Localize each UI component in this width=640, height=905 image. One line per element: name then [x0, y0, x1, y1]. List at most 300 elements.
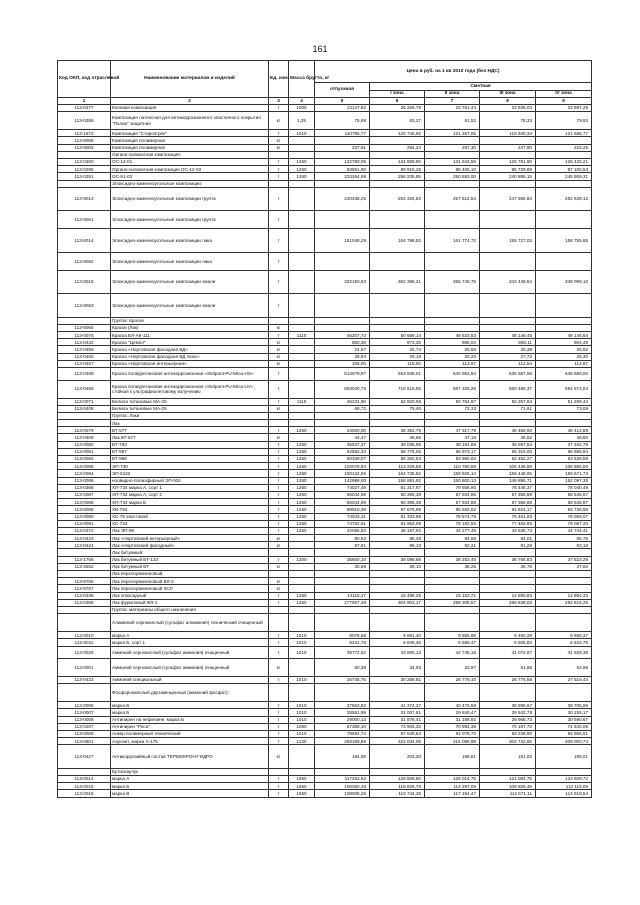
- row-release-price: 142998,00: [315, 477, 370, 484]
- row-release-price: 293159,86: [315, 738, 370, 745]
- row-zone-1-price: [370, 294, 425, 318]
- table-row: [58, 368, 592, 381]
- row-zone-4-price: 546 669,00: [536, 368, 592, 381]
- row-mass: [289, 614, 315, 632]
- row-mass: [289, 768, 315, 775]
- row-unit: кг: [269, 137, 289, 144]
- row-unit: т: [269, 776, 289, 783]
- table-row: [58, 513, 592, 520]
- row-zone-2-price: 114 297,05: [425, 783, 480, 790]
- row-zone-3-price: [480, 252, 536, 270]
- row-zone-2-price: 88 406,10: [425, 166, 480, 173]
- row-zone-2-price: 47 317,79: [425, 427, 480, 434]
- table-row: [58, 520, 592, 527]
- table-row: [58, 535, 592, 542]
- row-zone-2-price: 287,30: [425, 144, 480, 151]
- row-release-price: 62582,33: [315, 448, 370, 455]
- row-code: 113-3552: [58, 563, 111, 570]
- row-mass: [289, 211, 315, 229]
- row-zone-4-price: [536, 684, 592, 702]
- row-code: 113-0335: [58, 592, 111, 599]
- table-row: [58, 745, 592, 769]
- row-name: Краски (Лак): [111, 324, 269, 331]
- row-zone-1-price: 46 157,92: [370, 527, 425, 534]
- row-zone-4-price: 292 615,26: [536, 599, 592, 606]
- row-release-price: 237,91: [315, 144, 370, 151]
- row-unit: т: [269, 632, 289, 639]
- row-zone-1-price: 31 878,41: [370, 716, 425, 723]
- row-unit: [269, 571, 289, 578]
- row-zone-2-price: 885,04: [425, 339, 480, 346]
- row-mass: [289, 542, 315, 549]
- row-unit: т: [269, 398, 289, 405]
- row-zone-2-price: 40 475,58: [425, 702, 480, 709]
- row-unit: т: [269, 702, 289, 709]
- row-zone-4-price: 37,52: [536, 563, 592, 570]
- row-zone-4-price: 93 738,96: [536, 506, 592, 513]
- row-unit: [269, 317, 289, 324]
- table-row: [58, 506, 592, 513]
- row-zone-3-price: 76 446,37: [480, 484, 536, 491]
- table-row: [58, 463, 592, 470]
- row-zone-3-price: 286 638,03: [480, 599, 536, 606]
- row-unit: т: [269, 448, 289, 455]
- row-mass: [289, 180, 315, 187]
- row-unit: т: [269, 520, 289, 527]
- row-release-price: 56044,99: [315, 491, 370, 498]
- row-zone-3-price: 51,85: [480, 659, 536, 677]
- row-code: [58, 151, 111, 158]
- row-release-price: 110785,77: [315, 130, 370, 137]
- row-mass: 1260: [289, 173, 315, 180]
- row-unit: [269, 614, 289, 632]
- row-zone-2-price: 38,25: [425, 563, 480, 570]
- row-zone-3-price: 41 072,87: [480, 646, 536, 659]
- row-zone-4-price: 51 299,44: [536, 398, 592, 405]
- row-zone-2-price: 150 600,13: [425, 477, 480, 484]
- row-zone-2-price: 78 574,79: [425, 513, 480, 520]
- row-name: БТ-988: [111, 456, 269, 463]
- row-name: Лак «Нортовский интерьерный»: [111, 535, 269, 542]
- table-row: [58, 270, 592, 294]
- row-code: 113-8014: [58, 229, 111, 253]
- row-zone-4-price: 14 864,33: [536, 592, 592, 599]
- row-code: 113-0007: [58, 709, 111, 716]
- row-release-price: 103076,84: [315, 463, 370, 470]
- row-name: Аммоний сернокислый (сульфат аммония) очищенный: [111, 646, 269, 659]
- row-mass: 1110: [289, 398, 315, 405]
- table-row: [58, 723, 592, 730]
- row-zone-3-price: [480, 549, 536, 556]
- row-unit: т: [269, 484, 289, 491]
- row-name: Бутилкаучук: [111, 768, 269, 775]
- row-release-price: [315, 317, 370, 324]
- row-zone-2-price: [425, 571, 480, 578]
- row-unit: кг: [269, 360, 289, 367]
- row-zone-3-price: 342 449,64: [480, 270, 536, 294]
- row-mass: 1010: [289, 702, 315, 709]
- row-mass: [289, 412, 315, 419]
- row-mass: 1260: [289, 599, 315, 606]
- row-zone-1-price: 31 007,81: [370, 709, 425, 716]
- row-unit: т: [269, 332, 289, 339]
- row-zone-2-price: 23 761,44: [425, 105, 480, 112]
- index-cell: 4: [289, 98, 315, 105]
- row-zone-4-price: 37 462,78: [536, 441, 592, 448]
- row-zone-2-price: 33,97: [425, 659, 480, 677]
- row-release-price: 44,47: [315, 434, 370, 441]
- row-zone-2-price: 131 943,58: [425, 158, 480, 165]
- row-name: марка А: [111, 632, 269, 639]
- row-mass: 1260: [289, 491, 315, 498]
- row-name: Аммоний специальный: [111, 677, 269, 684]
- index-cell: 1: [58, 98, 111, 105]
- row-mass: 1260: [289, 520, 315, 527]
- row-release-price: 184,98: [315, 745, 370, 769]
- row-name: Антипирен на нефелине, марка Б: [111, 716, 269, 723]
- row-name: Лак перхлорвиниловый ВЛ-2: [111, 578, 269, 585]
- table-row: [58, 716, 592, 723]
- table-row: [58, 441, 592, 448]
- row-name: ХС-724: [111, 520, 269, 527]
- row-name: ХП-734 марка Б: [111, 499, 269, 506]
- table-row: [58, 768, 592, 775]
- row-code: 113-0081: [58, 448, 111, 455]
- table-row: [58, 294, 592, 318]
- row-release-price: 9078,65: [315, 632, 370, 639]
- row-zone-3-price: [480, 324, 536, 331]
- row-release-price: 106350,49: [315, 783, 370, 790]
- row-unit: кг: [269, 585, 289, 592]
- row-zone-1-price: [370, 317, 425, 324]
- row-unit: т: [269, 130, 289, 137]
- row-code: 113-0088: [58, 499, 111, 506]
- row-name: Лак перхлорвиниловый:: [111, 571, 269, 578]
- row-release-price: 74027,49: [315, 484, 370, 491]
- row-zone-2-price: 6 569,47: [425, 639, 480, 646]
- row-zone-3-price: 247 865,84: [480, 187, 536, 211]
- row-name: Лак: [111, 420, 269, 427]
- table-row: [58, 549, 592, 556]
- row-zone-3-price: 83 238,90: [480, 730, 536, 737]
- row-zone-2-price: 25,65: [425, 346, 480, 353]
- row-zone-3-price: 43 635,73: [480, 527, 536, 534]
- row-mass: [289, 317, 315, 324]
- table-row: [58, 709, 592, 716]
- row-zone-2-price: 198,81: [425, 745, 480, 769]
- row-unit: т: [269, 427, 289, 434]
- row-zone-2-price: 84 078,70: [425, 730, 480, 737]
- row-zone-1-price: 203,20: [370, 745, 425, 769]
- row-release-price: 850,39: [315, 339, 370, 346]
- row-zone-4-price: 46 414,59: [536, 427, 592, 434]
- row-mass: 1010: [289, 639, 315, 646]
- table-row: [58, 702, 592, 709]
- row-zone-4-price: [536, 137, 592, 144]
- row-zone-2-price: 110 780,58: [425, 463, 480, 470]
- row-zone-1-price: 116 826,78: [370, 783, 425, 790]
- header-zone-4: IV зона: [536, 91, 592, 98]
- header-code: Код ОКП, код отраслевой: [58, 61, 111, 98]
- row-release-price: 151048,29: [315, 229, 370, 253]
- row-zone-2-price: [425, 420, 480, 427]
- row-zone-1-price: 97 675,99: [370, 506, 425, 513]
- row-name: Эпоксидно-каменноугольные композиции эмали: [111, 270, 269, 294]
- row-zone-1-price: 46,65: [370, 434, 425, 441]
- row-mass: [289, 549, 315, 556]
- header-estimate-price: Сметная: [370, 83, 592, 91]
- row-zone-4-price: 252 639,12: [536, 187, 592, 211]
- row-mass: 1550: [289, 790, 315, 797]
- row-zone-2-price: 121 267,05: [425, 130, 480, 137]
- row-zone-1-price: 304 903,17: [370, 599, 425, 606]
- row-release-price: 39772,62: [315, 646, 370, 659]
- row-name: Группа: материалы общего назначения: [111, 606, 269, 613]
- row-zone-4-price: [536, 317, 592, 324]
- row-code: 113-0427: [58, 745, 111, 769]
- row-zone-2-price: 84,86: [425, 535, 480, 542]
- row-zone-3-price: 27,72: [480, 353, 536, 360]
- row-unit: т: [269, 527, 289, 534]
- row-unit: т: [269, 513, 289, 520]
- table-row: [58, 317, 592, 324]
- table-row: [58, 684, 592, 702]
- row-unit: т: [269, 477, 289, 484]
- row-code: [58, 614, 111, 632]
- row-zone-4-price: [536, 294, 592, 318]
- row-zone-1-price: 156 891,92: [370, 477, 425, 484]
- table-row: [58, 339, 592, 346]
- row-mass: 1550: [289, 783, 315, 790]
- row-zone-1-price: 563 939,01: [370, 368, 425, 381]
- row-code: 113-1766: [58, 556, 111, 563]
- row-release-price: 35537,37: [315, 441, 370, 448]
- row-code: 113-0501: [58, 738, 111, 745]
- header-release-price: отпускная: [315, 83, 370, 98]
- table-row: [58, 420, 592, 427]
- row-code: 113-9003: [58, 144, 111, 151]
- row-mass: 1300: [289, 556, 315, 563]
- table-row: [58, 730, 592, 737]
- row-zone-4-price: [536, 180, 592, 187]
- row-unit: кг: [269, 144, 289, 151]
- row-code: 113-0016: [58, 790, 111, 797]
- row-code: 113-0409: [58, 434, 111, 441]
- row-zone-3-price: [480, 151, 536, 158]
- row-zone-4-price: 309 000,74: [536, 738, 592, 745]
- row-zone-1-price: [370, 614, 425, 632]
- row-release-price: 46207,73: [315, 332, 370, 339]
- row-code: 113-0025: [58, 646, 111, 659]
- row-name: Лак фуриловый ФЛ-1: [111, 599, 269, 606]
- table-row: [58, 448, 592, 455]
- row-zone-3-price: 36 756,83: [480, 556, 536, 563]
- row-zone-1-price: 39,10: [370, 563, 425, 570]
- header-zone-2: II зона: [425, 91, 480, 98]
- table-row: [58, 542, 592, 549]
- row-zone-4-price: [536, 211, 592, 229]
- row-zone-4-price: [536, 614, 592, 632]
- row-zone-2-price: 113,67: [425, 360, 480, 367]
- row-zone-4-price: 53 539,58: [536, 456, 592, 463]
- row-mass: 1010: [289, 716, 315, 723]
- row-release-price: 44000,00: [315, 427, 370, 434]
- row-zone-2-price: [425, 606, 480, 613]
- row-unit: [269, 412, 289, 419]
- row-zone-1-price: 83,27: [370, 112, 425, 130]
- table-row: [58, 571, 592, 578]
- row-zone-4-price: 108 665,00: [536, 463, 592, 470]
- row-zone-1-price: [370, 412, 425, 419]
- row-zone-1-price: [370, 252, 425, 270]
- row-zone-2-price: 31 188,92: [425, 716, 480, 723]
- row-unit: кг: [269, 112, 289, 130]
- row-name: Органо-силикатная композиция ОС-12-03: [111, 166, 269, 173]
- row-zone-4-price: 114,87: [536, 360, 592, 367]
- row-code: 113-0011: [58, 639, 111, 646]
- row-release-price: 513979,97: [315, 368, 370, 381]
- index-cell: 8: [480, 98, 536, 105]
- row-unit: кг: [269, 405, 289, 412]
- row-release-price: 79684,74: [315, 730, 370, 737]
- row-zone-2-price: [425, 412, 480, 419]
- row-zone-4-price: 46,80: [536, 434, 592, 441]
- index-cell: 3: [269, 98, 289, 105]
- row-zone-4-price: 25,92: [536, 346, 592, 353]
- row-unit: т: [269, 270, 289, 294]
- row-code: 113-0087: [58, 491, 111, 498]
- row-zone-4-price: [536, 768, 592, 775]
- row-unit: т: [269, 294, 289, 318]
- row-zone-4-price: 73,09: [536, 405, 592, 412]
- row-code: 113-0078: [58, 332, 111, 339]
- row-zone-3-price: 85 729,89: [480, 166, 536, 173]
- row-unit: т: [269, 441, 289, 448]
- index-cell: 7: [425, 98, 480, 105]
- table-row: [58, 614, 592, 632]
- row-code: 113-9756: [58, 578, 111, 585]
- row-release-price: 30,89: [315, 563, 370, 570]
- row-name: Краска БЛ-АК-111: [111, 332, 269, 339]
- row-name: Клеевая композиция: [111, 105, 269, 112]
- row-zone-3-price: 866,11: [480, 339, 536, 346]
- row-zone-1-price: 262 325,83: [370, 187, 425, 211]
- row-zone-1-price: 716 516,55: [370, 380, 425, 398]
- row-unit: [269, 684, 289, 702]
- row-code: [58, 606, 111, 613]
- row-name: Краска «Нортовская интерьерная»: [111, 360, 269, 367]
- row-zone-1-price: 60 395,38: [370, 499, 425, 506]
- row-release-price: 28551,99: [315, 709, 370, 716]
- row-name: Композиция "Стиролгрек": [111, 130, 269, 137]
- row-zone-4-price: 6 633,75: [536, 639, 592, 646]
- row-zone-4-price: 52,96: [536, 659, 592, 677]
- table-row: [58, 659, 592, 677]
- row-zone-1-price: [370, 211, 425, 229]
- row-zone-4-price: [536, 585, 592, 592]
- row-name: Лак эпоксидный: [111, 592, 269, 599]
- row-zone-2-price: [425, 768, 480, 775]
- row-mass: [289, 659, 315, 677]
- row-zone-4-price: 41 929,36: [536, 646, 592, 659]
- row-zone-2-price: [425, 549, 480, 556]
- row-mass: 1010: [289, 730, 315, 737]
- row-zone-1-price: [370, 684, 425, 702]
- row-zone-4-price: 84 965,61: [536, 730, 592, 737]
- row-zone-1-price: 88,48: [370, 535, 425, 542]
- table-row: [58, 585, 592, 592]
- row-unit: [269, 420, 289, 427]
- row-zone-3-price: 148 895,71: [480, 477, 536, 484]
- row-mass: 1010: [289, 646, 315, 659]
- row-zone-4-price: 112 115,05: [536, 783, 592, 790]
- row-release-price: 75,98: [315, 112, 370, 130]
- row-zone-4-price: 39 706,96: [536, 702, 592, 709]
- row-name: Группа: Краски: [111, 317, 269, 324]
- row-release-price: [315, 252, 370, 270]
- row-zone-3-price: 302 742,66: [480, 738, 536, 745]
- row-zone-3-price: [480, 412, 536, 419]
- row-mass: [289, 434, 315, 441]
- row-mass: 1260: [289, 527, 315, 534]
- row-release-price: 74043,31: [315, 513, 370, 520]
- row-zone-4-price: 87 100,53: [536, 166, 592, 173]
- row-unit: [269, 180, 289, 187]
- row-code: 113-0006: [58, 702, 111, 709]
- row-zone-3-price: [480, 578, 536, 585]
- row-zone-4-price: 27 516,44: [536, 677, 592, 684]
- row-unit: кг: [269, 745, 289, 769]
- row-unit: т: [269, 592, 289, 599]
- row-code: 113-0372: [58, 527, 111, 534]
- row-code: 113-0080: [58, 441, 111, 448]
- row-zone-3-price: 121 084,75: [480, 776, 536, 783]
- row-zone-3-price: 91 824,17: [480, 506, 536, 513]
- row-code: 113-0084: [58, 470, 111, 477]
- row-zone-4-price: 694 574,04: [536, 380, 592, 398]
- row-zone-3-price: 109 825,48: [480, 783, 536, 790]
- row-mass: 1260: [289, 484, 315, 491]
- row-release-price: 42066,83: [315, 527, 370, 534]
- row-zone-3-price: [480, 420, 536, 427]
- row-unit: т: [269, 380, 289, 398]
- row-unit: т: [269, 173, 289, 180]
- row-code: 113-0423: [58, 535, 111, 542]
- row-zone-3-price: 240 886,15: [480, 173, 536, 180]
- row-name: Эпоксидно-каменноугольные композиции лака: [111, 229, 269, 253]
- row-release-price: 332150,93: [315, 270, 370, 294]
- row-zone-3-price: 70 187,72: [480, 723, 536, 730]
- row-mass: 1010: [289, 677, 315, 684]
- row-code: 113-0432: [58, 677, 111, 684]
- row-zone-3-price: 106 446,58: [480, 463, 536, 470]
- row-release-price: [315, 294, 370, 318]
- row-zone-1-price: 81 333,89: [370, 513, 425, 520]
- row-release-price: 74782,61: [315, 520, 370, 527]
- row-mass: [289, 684, 315, 702]
- row-release-price: 24,57: [315, 346, 370, 353]
- row-zone-3-price: [480, 180, 536, 187]
- row-code: 113-0366: [58, 484, 111, 491]
- row-mass: [289, 360, 315, 367]
- row-release-price: 88919,39: [315, 506, 370, 513]
- row-name: Композиция полимерная: [111, 137, 269, 144]
- row-release-price: 240438,25: [315, 187, 370, 211]
- header-unit: Ед. изм.: [269, 61, 289, 98]
- table-row: [58, 790, 592, 797]
- row-name: БТ-987: [111, 448, 269, 455]
- row-mass: 1260: [289, 427, 315, 434]
